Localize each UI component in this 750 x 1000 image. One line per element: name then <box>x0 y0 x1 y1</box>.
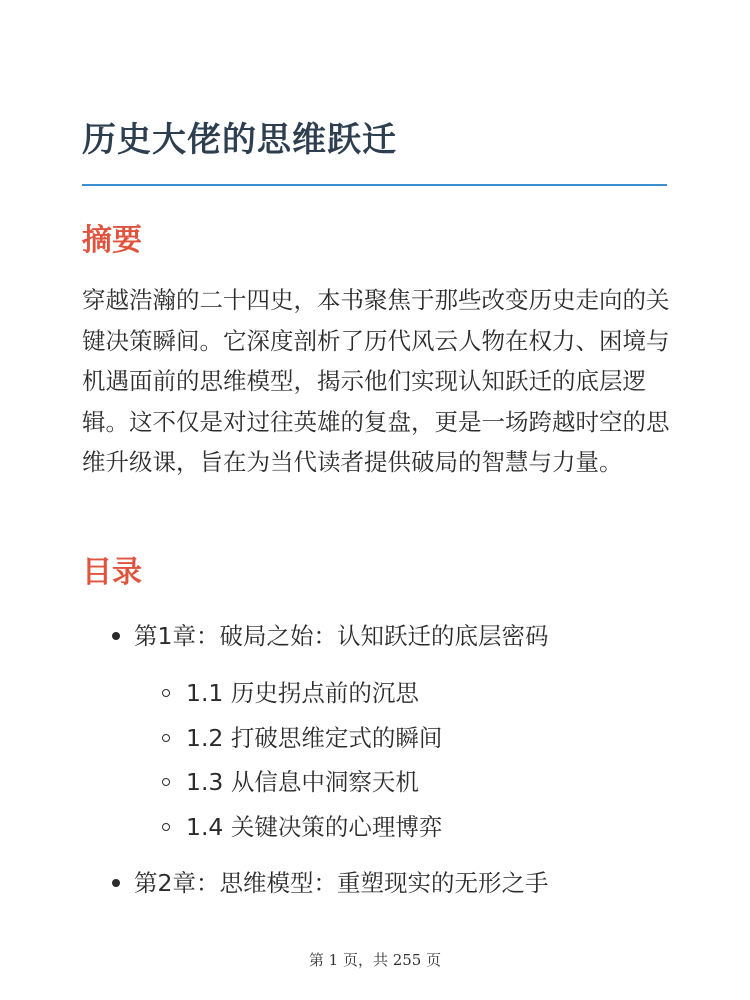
bullet-dot-icon <box>112 879 120 887</box>
toc-section-1-4[interactable] <box>162 811 442 843</box>
toc-section-label: 1.2 打破思维定式的瞬间 <box>186 724 443 752</box>
abstract-paragraph: 穿越浩瀚的二十四史，本书聚焦于那些改变历史走向的关键决策瞬间。它深度剖析了历代风云人物在权力、困境与机遇面前的思维模型，揭示他们实现认知跃迁的底层逻辑。这不仅是对过往英雄的复盘，更是一场跨越时空的思维升级课，旨在为当代读者提供破局的智慧与力量。 <box>82 286 670 476</box>
bullet-circle-icon <box>162 778 170 786</box>
toc-chapter-2-label: 第2章：思维模型：重塑现实的无形之手 <box>134 869 549 897</box>
toc-section-label: 1.3 从信息中洞察天机 <box>186 768 419 796</box>
toc-section-1-3[interactable] <box>162 766 419 798</box>
abstract-heading: 摘要 <box>82 223 142 258</box>
title-divider <box>82 184 667 186</box>
toc-section-label: 1.4 关键决策的心理博弈 <box>186 813 443 841</box>
page-number-footer: 第 1 页，共 255 页 <box>308 951 442 969</box>
toc-chapter-1-label: 第1章：破局之始：认知跃迁的底层密码 <box>134 622 549 650</box>
toc-chapter-2[interactable] <box>112 867 548 899</box>
bullet-circle-icon <box>162 823 170 831</box>
toc-chapter-1[interactable] <box>112 620 548 652</box>
bullet-circle-icon <box>162 734 170 742</box>
bullet-dot-icon <box>112 632 120 640</box>
toc-section-label: 1.1 历史拐点前的沉思 <box>186 679 419 707</box>
toc-heading: 目录 <box>82 555 142 590</box>
bullet-circle-icon <box>162 689 170 697</box>
toc-section-1-2[interactable] <box>162 722 442 754</box>
toc-section-1-1[interactable] <box>162 677 419 709</box>
document-title: 历史大佬的思维跃迁 <box>82 120 397 160</box>
